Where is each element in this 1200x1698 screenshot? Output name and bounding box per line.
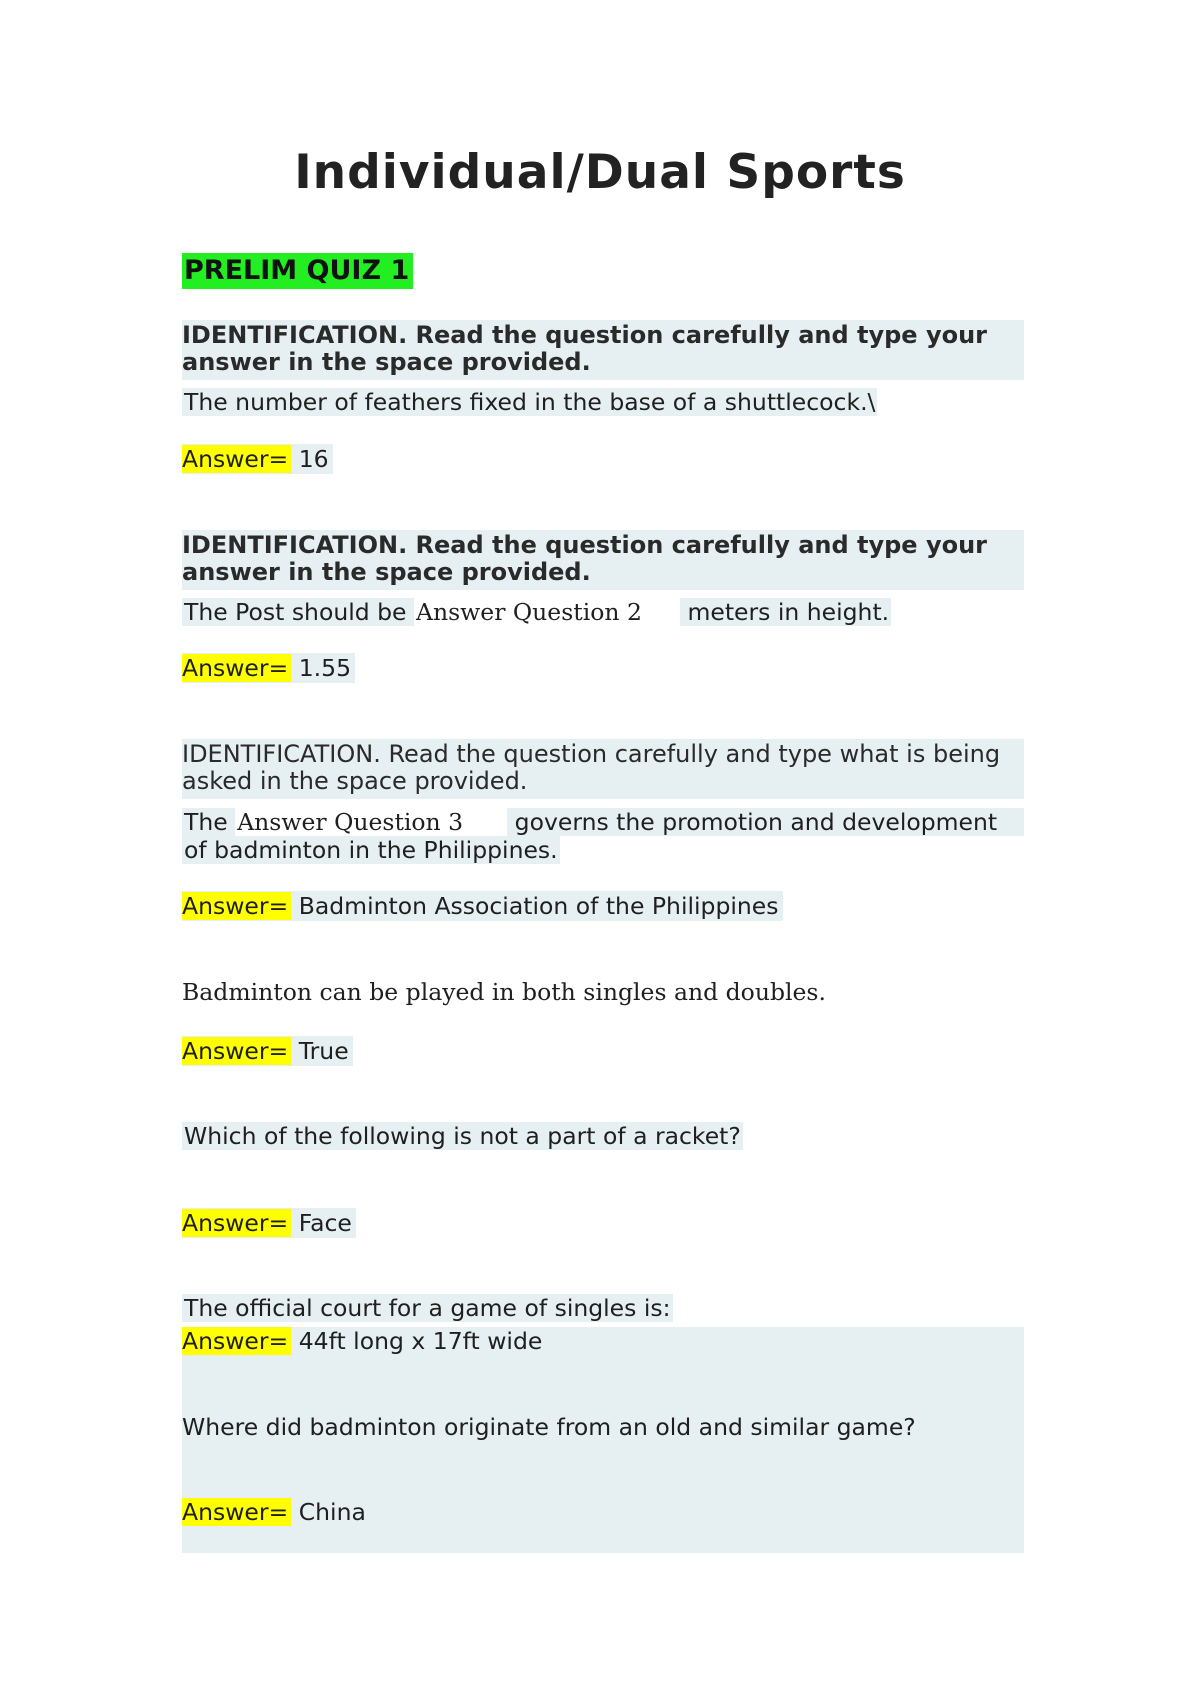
q1-instruction — [182, 320, 1024, 380]
q7-answer-label: Answer= — [182, 1498, 291, 1526]
q5-question: Which of the following is not a part of a racket? — [184, 1122, 741, 1150]
q2-instruction — [182, 530, 1024, 590]
q3-answer-line — [182, 891, 783, 921]
q2-question-before: The Post should be — [184, 598, 414, 626]
q1-answer-line — [182, 444, 333, 474]
q5-answer-line — [182, 1208, 356, 1238]
q7-answer-line — [182, 1497, 370, 1527]
q3-question-after: governs the promotion and development — [507, 808, 998, 836]
q1-question: The number of feathers fixed in the base of a shuttlecock.\ — [184, 388, 876, 416]
q4-answer: True — [298, 1037, 349, 1065]
q1-answer: 16 — [298, 445, 329, 473]
q3-instruction-line1: IDENTIFICATION. Read the question carefully and type what is being — [182, 740, 1001, 768]
quiz-label: PRELIM QUIZ 1 — [182, 253, 413, 289]
q3-answer: Badminton Association of the Philippines — [298, 892, 779, 920]
q4-answer-label: Answer= — [182, 1037, 291, 1065]
q2-question — [182, 598, 891, 626]
q3-answer-blank[interactable]: Answer Question 3 — [235, 808, 507, 836]
q2-answer: 1.55 — [298, 654, 352, 682]
q2-answer-label: Answer= — [182, 654, 291, 682]
q6-answer-label: Answer= — [182, 1327, 291, 1355]
q3-question-line1 — [182, 808, 1024, 836]
q3-question-before: The — [184, 808, 236, 836]
q1-instruction-line1: IDENTIFICATION. Read the question carefully and type your — [182, 321, 987, 349]
q2-answer-line — [182, 653, 355, 683]
q4-answer-line — [182, 1036, 353, 1066]
q3-instruction-line2: asked in the space provided. — [182, 767, 528, 795]
q2-question-after: meters in height. — [680, 598, 890, 626]
page-title: Individual/Dual Sports — [294, 145, 906, 200]
q3-instruction — [182, 739, 1024, 799]
q1-instruction-line2: answer in the space provided. — [182, 348, 591, 376]
q2-instruction-line1: IDENTIFICATION. Read the question carefully and type your — [182, 531, 987, 559]
q7-answer: China — [298, 1498, 366, 1526]
q7-question: Where did badminton originate from an old and similar game? — [182, 1413, 916, 1441]
q1-answer-label: Answer= — [182, 445, 291, 473]
q6-question: The official court for a game of singles is: — [184, 1294, 671, 1322]
q4-question: Badminton can be played in both singles and doubles. — [182, 978, 826, 1006]
q6-answer-line — [182, 1326, 546, 1356]
q5-answer: Face — [298, 1209, 352, 1237]
q3-answer-label: Answer= — [182, 892, 291, 920]
q6-answer: 44ft long x 17ft wide — [298, 1327, 543, 1355]
q3-question-line2: of badminton in the Philippines. — [184, 836, 558, 864]
q2-answer-blank[interactable]: Answer Question 2 — [414, 598, 680, 626]
q5-answer-label: Answer= — [182, 1209, 291, 1237]
q2-instruction-line2: answer in the space provided. — [182, 558, 591, 586]
